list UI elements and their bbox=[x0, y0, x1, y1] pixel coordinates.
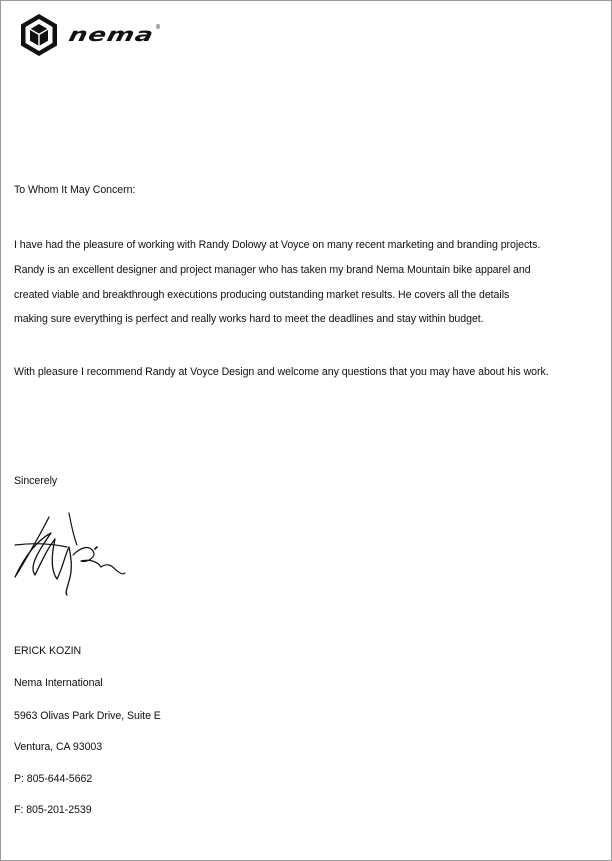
signer-city: Ventura, CA 93003 bbox=[14, 741, 103, 753]
brand-wordmark: nema bbox=[66, 24, 157, 46]
salutation: To Whom It May Concern: bbox=[14, 184, 136, 196]
hexagon-cube-icon bbox=[19, 13, 59, 57]
signer-name: ERICK KOZIN bbox=[14, 645, 82, 657]
body-line-2: Randy is an excellent designer and project manager who has taken my brand Nema Mountain bike apparel and bbox=[14, 264, 531, 276]
body-line-3: created viable and breakthrough executions producing outstanding market results. He covers all the details bbox=[14, 289, 510, 301]
nema-logo bbox=[19, 13, 160, 57]
signer-fax: F: 805-201-2539 bbox=[14, 804, 92, 816]
recommendation-line: With pleasure I recommend Randy at Voyce Design and welcome any questions that you may have about his work. bbox=[14, 366, 549, 378]
registered-mark: ® bbox=[155, 25, 161, 31]
body-line-1: I have had the pleasure of working with Randy Dolowy at Voyce on many recent marketing and branding projects. bbox=[14, 239, 541, 251]
signer-street: 5963 Olivas Park Drive, Suite E bbox=[14, 710, 161, 722]
signer-company: Nema International bbox=[14, 677, 103, 689]
body-line-4: making sure everything is perfect and really works hard to meet the deadlines and stay within budget. bbox=[14, 313, 484, 325]
signer-phone: P: 805-644-5662 bbox=[14, 773, 93, 785]
closing: Sincerely bbox=[14, 475, 58, 487]
handwritten-signature bbox=[11, 509, 126, 599]
